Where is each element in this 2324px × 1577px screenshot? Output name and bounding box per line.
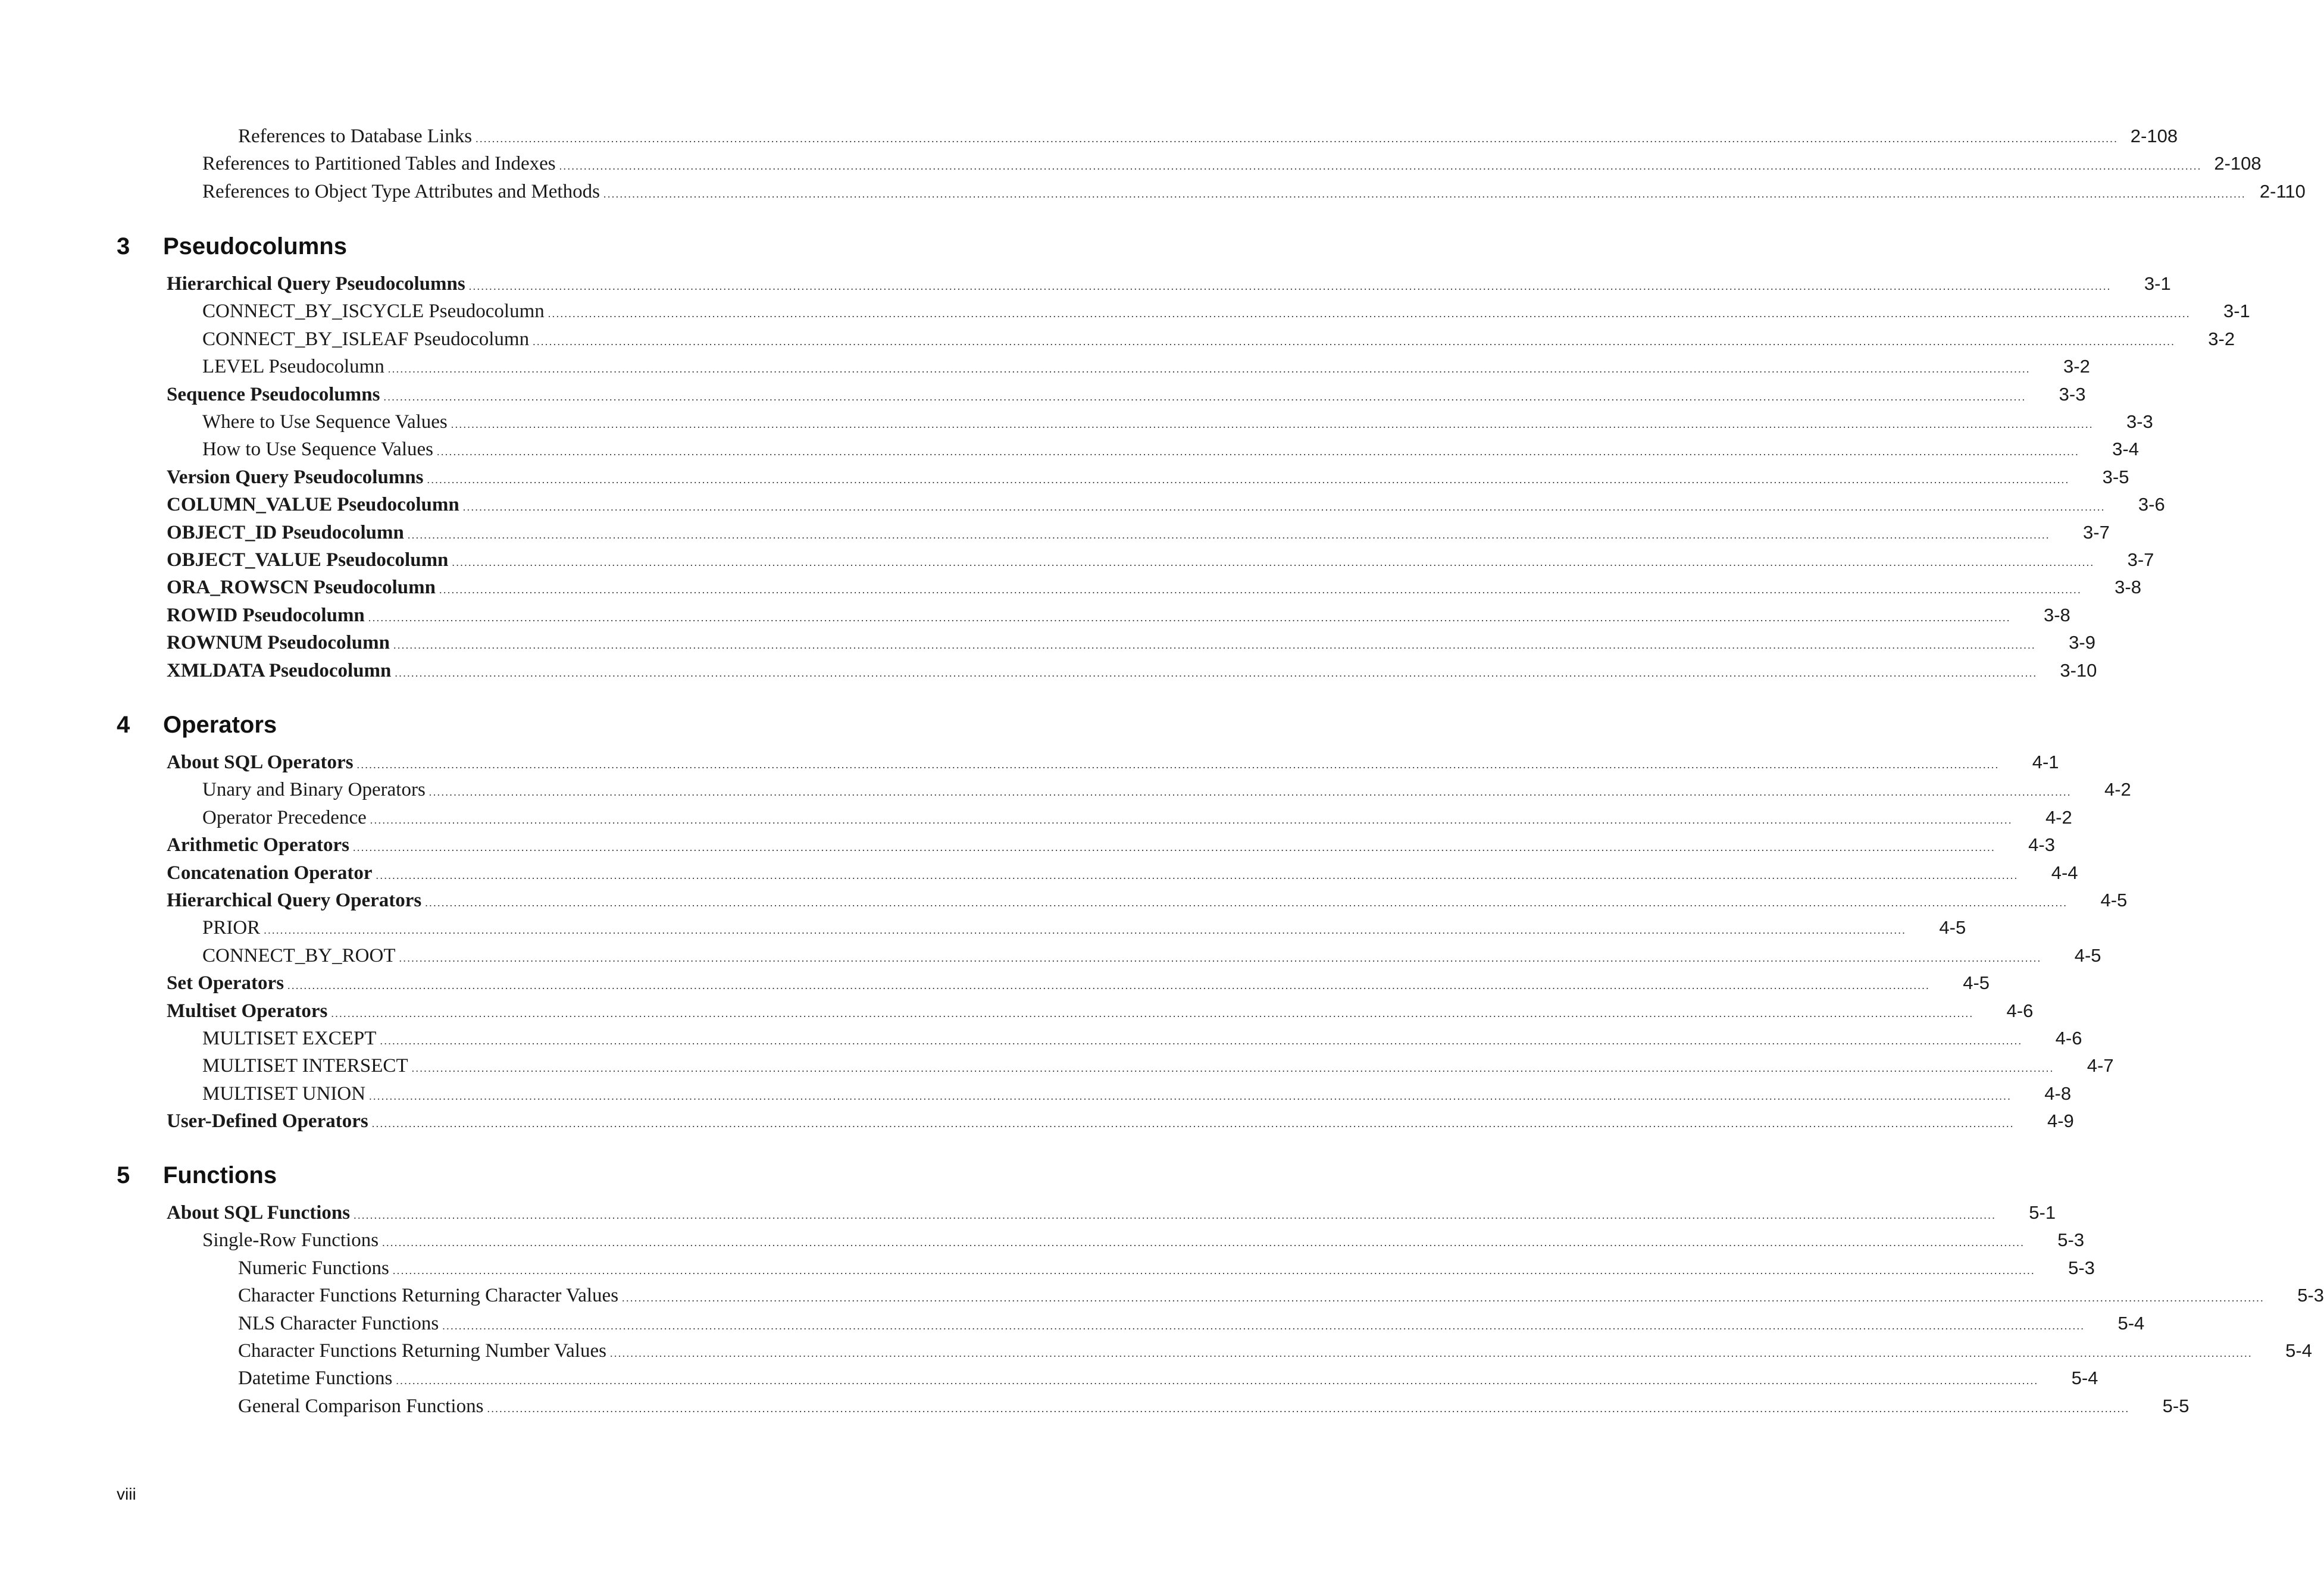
toc-entry-title: General Comparison Functions <box>238 1395 484 1417</box>
toc-entry-title: Single-Row Functions <box>202 1229 379 1251</box>
toc-entry-page-number: 5-4 <box>2117 1312 2145 1334</box>
toc-entry[interactable] <box>238 1364 2098 1392</box>
chapter-title: Functions <box>163 1162 277 1188</box>
toc-entry-title: Hierarchical Query Pseudocolumns <box>167 273 465 295</box>
toc-entry-page-number: 3-6 <box>2138 494 2165 515</box>
toc-entry-title: How to Use Sequence Values <box>202 439 433 461</box>
toc-entry[interactable] <box>202 775 2131 803</box>
toc-entry-page-number: 4-6 <box>2006 1000 2034 1021</box>
toc-entry-title: OBJECT_ID Pseudocolumn <box>167 521 404 543</box>
toc-entry-title: Unary and Binary Operators <box>202 779 426 801</box>
toc-entry[interactable] <box>167 831 2055 859</box>
toc-entry[interactable] <box>167 546 2154 574</box>
toc-entry[interactable] <box>202 803 2072 831</box>
chapter-number: 4 <box>117 712 130 738</box>
dot-leader: ................................................................................................................................................................................................................................................................................................................................................................................................................ <box>352 841 1995 854</box>
toc-entry-page-number: 3-3 <box>2059 383 2086 405</box>
toc-entry-page-number: 3-3 <box>2126 411 2153 432</box>
toc-entry[interactable] <box>202 1226 2085 1254</box>
toc-entry-title: COLUMN_VALUE Pseudocolumn <box>167 494 459 516</box>
chapter-title: Operators <box>163 712 277 738</box>
toc-entry-page-number: 3-1 <box>2144 273 2171 294</box>
toc-entry-page-number: 3-7 <box>2127 549 2154 570</box>
dot-leader: ................................................................................................................................................................................................................................................................................................................................................................................................................ <box>371 1118 2015 1130</box>
toc-entry-page-number: 3-5 <box>2102 466 2129 487</box>
toc-entry-title: Sequence Pseudocolumns <box>167 383 380 405</box>
toc-entry-title: MULTISET INTERSECT <box>202 1055 408 1077</box>
dot-leader: ................................................................................................................................................................................................................................................................................................................................................................................................................ <box>387 363 2031 376</box>
toc-entry-title: User-Defined Operators <box>167 1110 368 1132</box>
toc-entry-page-number: 2-108 <box>2214 153 2262 174</box>
toc-entry[interactable] <box>167 748 2059 776</box>
toc-entry-title: Arithmetic Operators <box>167 834 349 856</box>
toc-entry-title: Where to Use Sequence Values <box>202 411 448 433</box>
toc-entry-page-number: 5-3 <box>2297 1285 2324 1306</box>
toc-entry[interactable] <box>238 1337 2312 1365</box>
toc-entry-page-number: 4-5 <box>1939 917 1966 938</box>
dot-leader: ................................................................................................................................................................................................................................................................................................................................................................................................................ <box>451 418 2094 430</box>
toc-entry[interactable] <box>167 997 2034 1025</box>
toc-entry-title: Operator Precedence <box>202 806 367 828</box>
toc-entry[interactable] <box>167 656 2097 684</box>
toc-entry-page-number: 5-3 <box>2057 1229 2085 1251</box>
toc-entry[interactable] <box>202 1024 2082 1052</box>
dot-leader: ................................................................................................................................................................................................................................................................................................................................................................................................................ <box>452 556 2095 568</box>
dot-leader: ................................................................................................................................................................................................................................................................................................................................................................................................................ <box>442 1319 2085 1332</box>
toc-entry-title: CONNECT_BY_ISLEAF Pseudocolumn <box>202 328 530 350</box>
toc-entry-page-number: 3-8 <box>2115 577 2141 598</box>
toc-entry-title: About SQL Functions <box>167 1202 351 1224</box>
toc-entry-title: NLS Character Functions <box>238 1312 439 1334</box>
toc-entry-title: References to Database Links <box>238 126 473 147</box>
dot-leader: ................................................................................................................................................................................................................................................................................................................................................................................................................ <box>622 1292 2265 1304</box>
toc-entry[interactable] <box>238 1281 2324 1309</box>
chapter-heading[interactable] <box>117 707 277 743</box>
toc-entry-title: LEVEL Pseudocolumn <box>202 356 384 378</box>
toc-entry-page-number: 4-2 <box>2104 779 2131 800</box>
dot-leader: ................................................................................................................................................................................................................................................................................................................................................................................................................ <box>331 1007 1974 1019</box>
dot-leader: ................................................................................................................................................................................................................................................................................................................................................................................................................ <box>411 1062 2054 1075</box>
toc-entry-title: Version Query Pseudocolumns <box>167 466 424 488</box>
toc-entry-page-number: 3-2 <box>2063 356 2090 377</box>
dot-leader: ................................................................................................................................................................................................................................................................................................................................................................................................................ <box>487 1402 2130 1415</box>
toc-entry-page-number: 4-5 <box>2100 890 2128 910</box>
toc-entry-page-number: 4-2 <box>2045 806 2072 828</box>
toc-entry-page-number: 4-5 <box>1963 972 1990 994</box>
dot-leader: ................................................................................................................................................................................................................................................................................................................................................................................................................ <box>399 952 2042 964</box>
toc-entry[interactable] <box>238 1254 2095 1282</box>
dot-leader: ................................................................................................................................................................................................................................................................................................................................................................................................................ <box>393 639 2036 652</box>
dot-leader: ................................................................................................................................................................................................................................................................................................................................................................................................................ <box>436 446 2079 458</box>
toc-entry[interactable] <box>202 352 2090 380</box>
toc-entry[interactable] <box>202 297 2250 325</box>
toc-entry[interactable] <box>202 941 2101 969</box>
toc-entry[interactable] <box>167 270 2171 298</box>
toc-entry[interactable] <box>202 1052 2114 1080</box>
toc-entry-title: Character Functions Returning Number Values <box>238 1340 606 1362</box>
toc-entry-page-number: 3-8 <box>2043 604 2070 625</box>
dot-leader: ................................................................................................................................................................................................................................................................................................................................................................................................................ <box>603 187 2246 200</box>
toc-entry-title: Numeric Functions <box>238 1257 389 1279</box>
toc-entry-title: ORA_ROWSCN Pseudocolumn <box>167 577 436 599</box>
dot-leader: ................................................................................................................................................................................................................................................................................................................................................................................................................ <box>383 390 2026 403</box>
toc-entry-title: PRIOR <box>202 917 261 939</box>
toc-entry[interactable] <box>238 122 2178 150</box>
dot-leader: ................................................................................................................................................................................................................................................................................................................................................................................................................ <box>392 1264 2035 1276</box>
toc-entry[interactable] <box>167 1199 2056 1226</box>
toc-entry[interactable] <box>202 435 2139 463</box>
page-folio: viii <box>117 1485 136 1503</box>
toc-entry[interactable] <box>238 1392 2189 1420</box>
toc-entry[interactable] <box>238 1309 2145 1337</box>
dot-leader: ................................................................................................................................................................................................................................................................................................................................................................................................................ <box>427 473 2070 486</box>
toc-entry[interactable] <box>202 177 2306 205</box>
toc-entry[interactable] <box>167 601 2070 629</box>
toc-entry-title: XMLDATA Pseudocolumn <box>167 659 392 681</box>
toc-entry-page-number: 5-4 <box>2071 1368 2098 1389</box>
toc-entry-page-number: 5-1 <box>2029 1202 2056 1223</box>
chapter-number: 5 <box>117 1162 130 1188</box>
toc-entry-title: About SQL Operators <box>167 752 354 773</box>
toc-entry[interactable] <box>167 490 2165 518</box>
toc-entry[interactable] <box>202 325 2235 353</box>
toc-entry[interactable] <box>167 886 2128 914</box>
toc-entry-page-number: 4-8 <box>2044 1082 2072 1104</box>
toc-entry[interactable] <box>167 628 2095 656</box>
toc-entry-page-number: 4-7 <box>2087 1055 2114 1077</box>
toc-entry-title: OBJECT_VALUE Pseudocolumn <box>167 549 449 571</box>
dot-leader: ................................................................................................................................................................................................................................................................................................................................................................................................................ <box>370 813 2013 826</box>
toc-entry[interactable] <box>202 1080 2072 1107</box>
toc-entry-title: References to Object Type Attributes and Methods <box>202 180 600 202</box>
toc-entry-page-number: 5-3 <box>2068 1257 2095 1278</box>
toc-entry-page-number: 4-3 <box>2028 834 2055 856</box>
dot-leader: ................................................................................................................................................................................................................................................................................................................................................................................................................ <box>425 897 2068 909</box>
dot-leader: ................................................................................................................................................................................................................................................................................................................................................................................................................ <box>439 584 2082 596</box>
toc-entry[interactable] <box>202 408 2153 436</box>
dot-leader: ................................................................................................................................................................................................................................................................................................................................................................................................................ <box>396 1375 2039 1387</box>
toc-entry-title: References to Partitioned Tables and Indexes <box>202 153 556 175</box>
toc-entry-page-number: 2-108 <box>2130 126 2178 146</box>
toc-entry[interactable] <box>202 913 1966 941</box>
toc-entry-title: MULTISET UNION <box>202 1082 366 1104</box>
toc-entry-page-number: 4-9 <box>2047 1110 2074 1132</box>
dot-leader: ................................................................................................................................................................................................................................................................................................................................................................................................................ <box>368 611 2011 624</box>
toc-entry[interactable] <box>167 969 1990 997</box>
dot-leader: ................................................................................................................................................................................................................................................................................................................................................................................................................ <box>395 667 2038 679</box>
toc-entry-page-number: 4-5 <box>2074 944 2101 966</box>
toc-entry-title: Datetime Functions <box>238 1368 393 1390</box>
toc-entry-page-number: 3-2 <box>2208 328 2235 349</box>
dot-leader: ................................................................................................................................................................................................................................................................................................................................................................................................................ <box>468 280 2112 292</box>
toc-entry-title: ROWID Pseudocolumn <box>167 604 365 626</box>
toc-entry[interactable] <box>202 149 2262 177</box>
chapter-number: 3 <box>117 233 130 259</box>
toc-entry-title: Hierarchical Query Operators <box>167 890 422 911</box>
dot-leader: ................................................................................................................................................................................................................................................................................................................................................................................................................ <box>609 1347 2253 1359</box>
toc-entry-page-number: 4-6 <box>2055 1028 2082 1049</box>
toc-entry[interactable] <box>167 463 2129 491</box>
dot-leader: ................................................................................................................................................................................................................................................................................................................................................................................................................ <box>533 335 2176 348</box>
toc-entry-page-number: 5-4 <box>2285 1340 2312 1361</box>
toc-entry-title: CONNECT_BY_ROOT <box>202 944 396 966</box>
toc-entry-page-number: 3-1 <box>2223 301 2250 322</box>
dot-leader: ................................................................................................................................................................................................................................................................................................................................................................................................................ <box>264 924 1907 937</box>
dot-leader: ................................................................................................................................................................................................................................................................................................................................................................................................................ <box>380 1035 2023 1047</box>
toc-entry-page-number: 3-4 <box>2112 439 2139 460</box>
chapter-title: Pseudocolumns <box>163 233 347 259</box>
dot-leader: ................................................................................................................................................................................................................................................................................................................................................................................................................ <box>376 869 2019 881</box>
toc-entry-title: Multiset Operators <box>167 1000 328 1022</box>
toc-entry-page-number: 4-4 <box>2051 862 2078 883</box>
toc-entry-title: Set Operators <box>167 972 284 994</box>
toc-entry[interactable] <box>167 1107 2074 1135</box>
toc-entry-page-number: 3-7 <box>2083 521 2110 543</box>
toc-entry-title: CONNECT_BY_ISCYCLE Pseudocolumn <box>202 301 545 323</box>
toc-entry[interactable] <box>167 518 2110 546</box>
toc-entry-page-number: 5-5 <box>2162 1395 2189 1416</box>
dot-leader: ................................................................................................................................................................................................................................................................................................................................................................................................................ <box>476 133 2119 145</box>
toc-entry-page-number: 3-10 <box>2060 659 2097 681</box>
toc-entry-title: Character Functions Returning Character Values <box>238 1285 619 1307</box>
dot-leader: ................................................................................................................................................................................................................................................................................................................................................................................................................ <box>356 759 2000 771</box>
dot-leader: ................................................................................................................................................................................................................................................................................................................................................................................................................ <box>462 501 2106 514</box>
dot-leader: ................................................................................................................................................................................................................................................................................................................................................................................................................ <box>287 980 1931 992</box>
dot-leader: ................................................................................................................................................................................................................................................................................................................................................................................................................ <box>428 786 2072 799</box>
dot-leader: ................................................................................................................................................................................................................................................................................................................................................................................................................ <box>382 1237 2025 1249</box>
chapter-heading[interactable] <box>117 229 347 264</box>
toc-entry-page-number: 2-110 <box>2259 180 2306 202</box>
dot-leader: ................................................................................................................................................................................................................................................................................................................................................................................................................ <box>354 1209 1997 1221</box>
toc-entry[interactable] <box>167 859 2078 887</box>
toc-entry-title: Concatenation Operator <box>167 862 373 884</box>
toc-entry-title: ROWNUM Pseudocolumn <box>167 632 390 654</box>
dot-leader: ................................................................................................................................................................................................................................................................................................................................................................................................................ <box>548 308 2191 320</box>
dot-leader: ................................................................................................................................................................................................................................................................................................................................................................................................................ <box>369 1090 2012 1102</box>
chapter-heading[interactable] <box>117 1157 277 1193</box>
toc-entry-page-number: 3-9 <box>2069 632 2095 653</box>
toc-entry-title: MULTISET EXCEPT <box>202 1028 377 1049</box>
toc-entry[interactable] <box>167 573 2141 601</box>
toc-entry[interactable] <box>167 380 2086 408</box>
dot-leader: ................................................................................................................................................................................................................................................................................................................................................................................................................ <box>407 528 2050 541</box>
dot-leader: ................................................................................................................................................................................................................................................................................................................................................................................................................ <box>559 160 2202 173</box>
toc-entry-page-number: 4-1 <box>2032 752 2059 772</box>
